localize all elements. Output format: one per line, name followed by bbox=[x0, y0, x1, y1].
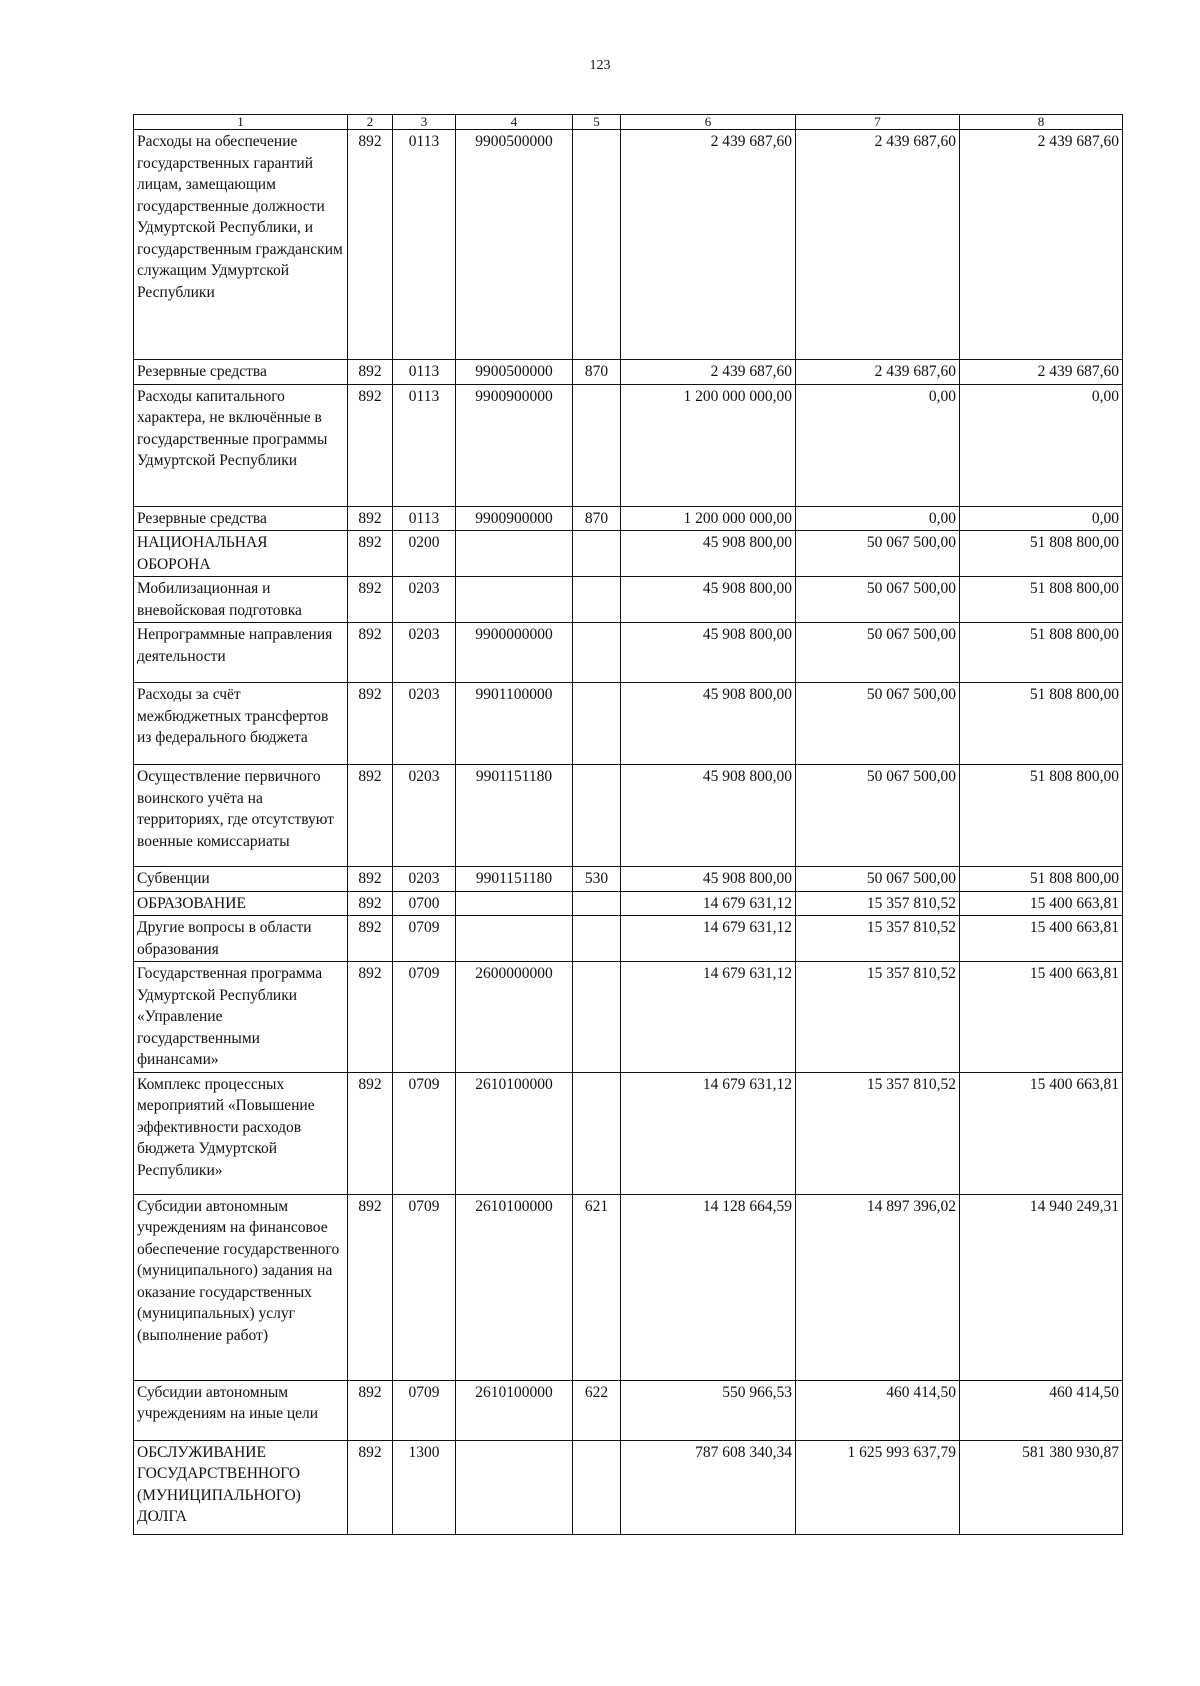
ministry-code-cell: 892 bbox=[348, 1380, 393, 1440]
ministry-code-cell: 892 bbox=[348, 962, 393, 1073]
header-row bbox=[134, 115, 1123, 130]
ministry-code-cell: 892 bbox=[348, 1440, 393, 1534]
amount-year3-cell: 15 400 663,81 bbox=[960, 916, 1123, 962]
section-code-cell: 0203 bbox=[393, 577, 456, 623]
expense-type-cell bbox=[573, 891, 621, 916]
ministry-code-cell: 892 bbox=[348, 360, 393, 385]
row-name-cell: Субсидии автономным учреждениям на финансовое обеспечение государственного (муниципального) задания на оказание государственных (муниципальных) услуг (выполнение работ) bbox=[134, 1194, 348, 1380]
section-code-cell: 0203 bbox=[393, 683, 456, 765]
ministry-code-cell: 892 bbox=[348, 623, 393, 683]
amount-year1-cell: 1 200 000 000,00 bbox=[621, 506, 796, 531]
section-code-cell: 0700 bbox=[393, 891, 456, 916]
expense-type-cell bbox=[573, 1072, 621, 1194]
section-code-cell: 0200 bbox=[393, 531, 456, 577]
ministry-code-cell: 892 bbox=[348, 683, 393, 765]
row-name-cell: Резервные средства bbox=[134, 506, 348, 531]
column-header: 4 bbox=[456, 115, 573, 130]
row-name-cell: Непрограммные направления деятельности bbox=[134, 623, 348, 683]
expense-type-cell bbox=[573, 384, 621, 506]
table-row bbox=[134, 577, 1123, 623]
expense-type-cell bbox=[573, 1440, 621, 1534]
amount-year2-cell: 50 067 500,00 bbox=[796, 623, 960, 683]
expense-type-cell: 621 bbox=[573, 1194, 621, 1380]
target-article-cell bbox=[456, 891, 573, 916]
table-row bbox=[134, 531, 1123, 577]
amount-year3-cell: 0,00 bbox=[960, 506, 1123, 531]
column-header: 3 bbox=[393, 115, 456, 130]
amount-year1-cell: 2 439 687,60 bbox=[621, 130, 796, 360]
target-article-cell: 2610100000 bbox=[456, 1072, 573, 1194]
section-code-cell: 0113 bbox=[393, 130, 456, 360]
target-article-cell bbox=[456, 916, 573, 962]
amount-year1-cell: 550 966,53 bbox=[621, 1380, 796, 1440]
section-code-cell: 1300 bbox=[393, 1440, 456, 1534]
target-article-cell: 9900900000 bbox=[456, 506, 573, 531]
page-number: 123 bbox=[589, 58, 611, 73]
amount-year2-cell: 2 439 687,60 bbox=[796, 360, 960, 385]
amount-year1-cell: 45 908 800,00 bbox=[621, 577, 796, 623]
ministry-code-cell: 892 bbox=[348, 506, 393, 531]
amount-year2-cell: 2 439 687,60 bbox=[796, 130, 960, 360]
expense-type-cell bbox=[573, 683, 621, 765]
amount-year3-cell: 15 400 663,81 bbox=[960, 962, 1123, 1073]
amount-year1-cell: 2 439 687,60 bbox=[621, 360, 796, 385]
ministry-code-cell: 892 bbox=[348, 1072, 393, 1194]
amount-year3-cell: 51 808 800,00 bbox=[960, 683, 1123, 765]
expense-type-cell: 622 bbox=[573, 1380, 621, 1440]
amount-year1-cell: 14 679 631,12 bbox=[621, 962, 796, 1073]
target-article-cell bbox=[456, 577, 573, 623]
table-row bbox=[134, 962, 1123, 1073]
target-article-cell: 9900500000 bbox=[456, 360, 573, 385]
column-header: 7 bbox=[796, 115, 960, 130]
amount-year2-cell: 50 067 500,00 bbox=[796, 577, 960, 623]
row-name-cell: Субсидии автономным учреждениям на иные цели bbox=[134, 1380, 348, 1440]
amount-year3-cell: 460 414,50 bbox=[960, 1380, 1123, 1440]
row-name-cell: Осуществление первичного воинского учёта на территориях, где отсутствуют военные комиссариаты bbox=[134, 765, 348, 867]
amount-year1-cell: 787 608 340,34 bbox=[621, 1440, 796, 1534]
table-row bbox=[134, 1440, 1123, 1534]
table-row bbox=[134, 683, 1123, 765]
row-name-cell: Расходы на обеспечение государственных гарантий лицам, замещающим государственные должности Удмуртской Республики, и государственным гражданским служащим Удмуртской Республики bbox=[134, 130, 348, 360]
expense-type-cell bbox=[573, 962, 621, 1073]
expense-type-cell bbox=[573, 130, 621, 360]
amount-year2-cell: 14 897 396,02 bbox=[796, 1194, 960, 1380]
amount-year3-cell: 14 940 249,31 bbox=[960, 1194, 1123, 1380]
amount-year2-cell: 460 414,50 bbox=[796, 1380, 960, 1440]
column-header: 2 bbox=[348, 115, 393, 130]
expense-type-cell: 870 bbox=[573, 506, 621, 531]
target-article-cell: 9901100000 bbox=[456, 683, 573, 765]
amount-year2-cell: 15 357 810,52 bbox=[796, 891, 960, 916]
table-row bbox=[134, 1072, 1123, 1194]
amount-year1-cell: 14 128 664,59 bbox=[621, 1194, 796, 1380]
expense-type-cell: 870 bbox=[573, 360, 621, 385]
expense-type-cell bbox=[573, 623, 621, 683]
table-row bbox=[134, 916, 1123, 962]
row-name-cell: Резервные средства bbox=[134, 360, 348, 385]
ministry-code-cell: 892 bbox=[348, 130, 393, 360]
amount-year3-cell: 15 400 663,81 bbox=[960, 891, 1123, 916]
row-name-cell: Расходы за счёт межбюджетных трансфертов из федерального бюджета bbox=[134, 683, 348, 765]
row-name-cell: Другие вопросы в области образования bbox=[134, 916, 348, 962]
amount-year2-cell: 50 067 500,00 bbox=[796, 867, 960, 892]
amount-year1-cell: 45 908 800,00 bbox=[621, 765, 796, 867]
table-row bbox=[134, 384, 1123, 506]
amount-year2-cell: 15 357 810,52 bbox=[796, 1072, 960, 1194]
target-article-cell bbox=[456, 1440, 573, 1534]
amount-year3-cell: 581 380 930,87 bbox=[960, 1440, 1123, 1534]
section-code-cell: 0203 bbox=[393, 623, 456, 683]
row-name-cell: Комплекс процессных мероприятий «Повышение эффективности расходов бюджета Удмуртской Республики» bbox=[134, 1072, 348, 1194]
table-row bbox=[134, 1194, 1123, 1380]
target-article-cell: 2610100000 bbox=[456, 1380, 573, 1440]
table-row bbox=[134, 130, 1123, 360]
amount-year1-cell: 1 200 000 000,00 bbox=[621, 384, 796, 506]
section-code-cell: 0113 bbox=[393, 360, 456, 385]
target-article-cell: 9900500000 bbox=[456, 130, 573, 360]
amount-year3-cell: 51 808 800,00 bbox=[960, 531, 1123, 577]
section-code-cell: 0203 bbox=[393, 765, 456, 867]
amount-year3-cell: 2 439 687,60 bbox=[960, 130, 1123, 360]
amount-year3-cell: 15 400 663,81 bbox=[960, 1072, 1123, 1194]
amount-year3-cell: 51 808 800,00 bbox=[960, 623, 1123, 683]
ministry-code-cell: 892 bbox=[348, 891, 393, 916]
section-code-cell: 0113 bbox=[393, 506, 456, 531]
ministry-code-cell: 892 bbox=[348, 867, 393, 892]
amount-year1-cell: 14 679 631,12 bbox=[621, 891, 796, 916]
expense-type-cell: 530 bbox=[573, 867, 621, 892]
column-header: 1 bbox=[134, 115, 348, 130]
target-article-cell: 9901151180 bbox=[456, 765, 573, 867]
ministry-code-cell: 892 bbox=[348, 531, 393, 577]
table-row bbox=[134, 867, 1123, 892]
row-name-cell: Мобилизационная и вневойсковая подготовка bbox=[134, 577, 348, 623]
ministry-code-cell: 892 bbox=[348, 916, 393, 962]
amount-year2-cell: 15 357 810,52 bbox=[796, 916, 960, 962]
column-header: 6 bbox=[621, 115, 796, 130]
section-code-cell: 0203 bbox=[393, 867, 456, 892]
target-article-cell: 9901151180 bbox=[456, 867, 573, 892]
amount-year3-cell: 2 439 687,60 bbox=[960, 360, 1123, 385]
amount-year2-cell: 50 067 500,00 bbox=[796, 683, 960, 765]
section-code-cell: 0709 bbox=[393, 962, 456, 1073]
ministry-code-cell: 892 bbox=[348, 1194, 393, 1380]
target-article-cell: 9900000000 bbox=[456, 623, 573, 683]
expense-type-cell bbox=[573, 916, 621, 962]
table-row bbox=[134, 506, 1123, 531]
amount-year2-cell: 0,00 bbox=[796, 384, 960, 506]
column-header: 8 bbox=[960, 115, 1123, 130]
expense-type-cell bbox=[573, 765, 621, 867]
amount-year1-cell: 45 908 800,00 bbox=[621, 623, 796, 683]
row-name-cell: Субвенции bbox=[134, 867, 348, 892]
table-row bbox=[134, 623, 1123, 683]
amount-year1-cell: 45 908 800,00 bbox=[621, 867, 796, 892]
row-name-cell: ОБСЛУЖИВАНИЕ ГОСУДАРСТВЕННОГО (МУНИЦИПАЛЬНОГО) ДОЛГА bbox=[134, 1440, 348, 1534]
amount-year3-cell: 51 808 800,00 bbox=[960, 867, 1123, 892]
amount-year2-cell: 0,00 bbox=[796, 506, 960, 531]
section-code-cell: 0113 bbox=[393, 384, 456, 506]
amount-year1-cell: 14 679 631,12 bbox=[621, 1072, 796, 1194]
row-name-cell: ОБРАЗОВАНИЕ bbox=[134, 891, 348, 916]
amount-year1-cell: 45 908 800,00 bbox=[621, 683, 796, 765]
target-article-cell: 9900900000 bbox=[456, 384, 573, 506]
amount-year2-cell: 15 357 810,52 bbox=[796, 962, 960, 1073]
amount-year1-cell: 14 679 631,12 bbox=[621, 916, 796, 962]
table-row bbox=[134, 891, 1123, 916]
amount-year3-cell: 51 808 800,00 bbox=[960, 765, 1123, 867]
row-name-cell: Расходы капитального характера, не включённые в государственные программы Удмуртской Республики bbox=[134, 384, 348, 506]
amount-year2-cell: 50 067 500,00 bbox=[796, 765, 960, 867]
section-code-cell: 0709 bbox=[393, 1194, 456, 1380]
target-article-cell: 2600000000 bbox=[456, 962, 573, 1073]
ministry-code-cell: 892 bbox=[348, 577, 393, 623]
column-header: 5 bbox=[573, 115, 621, 130]
target-article-cell bbox=[456, 531, 573, 577]
row-name-cell: НАЦИОНАЛЬНАЯ ОБОРОНА bbox=[134, 531, 348, 577]
section-code-cell: 0709 bbox=[393, 1072, 456, 1194]
section-code-cell: 0709 bbox=[393, 916, 456, 962]
table-row bbox=[134, 360, 1123, 385]
amount-year3-cell: 0,00 bbox=[960, 384, 1123, 506]
amount-year3-cell: 51 808 800,00 bbox=[960, 577, 1123, 623]
amount-year2-cell: 1 625 993 637,79 bbox=[796, 1440, 960, 1534]
table-row bbox=[134, 1380, 1123, 1440]
expense-type-cell bbox=[573, 577, 621, 623]
expense-type-cell bbox=[573, 531, 621, 577]
table-row bbox=[134, 765, 1123, 867]
target-article-cell: 2610100000 bbox=[456, 1194, 573, 1380]
budget-table bbox=[133, 114, 1123, 1535]
section-code-cell: 0709 bbox=[393, 1380, 456, 1440]
row-name-cell: Государственная программа Удмуртской Республики «Управление государственными финансами» bbox=[134, 962, 348, 1073]
amount-year2-cell: 50 067 500,00 bbox=[796, 531, 960, 577]
ministry-code-cell: 892 bbox=[348, 384, 393, 506]
ministry-code-cell: 892 bbox=[348, 765, 393, 867]
amount-year1-cell: 45 908 800,00 bbox=[621, 531, 796, 577]
